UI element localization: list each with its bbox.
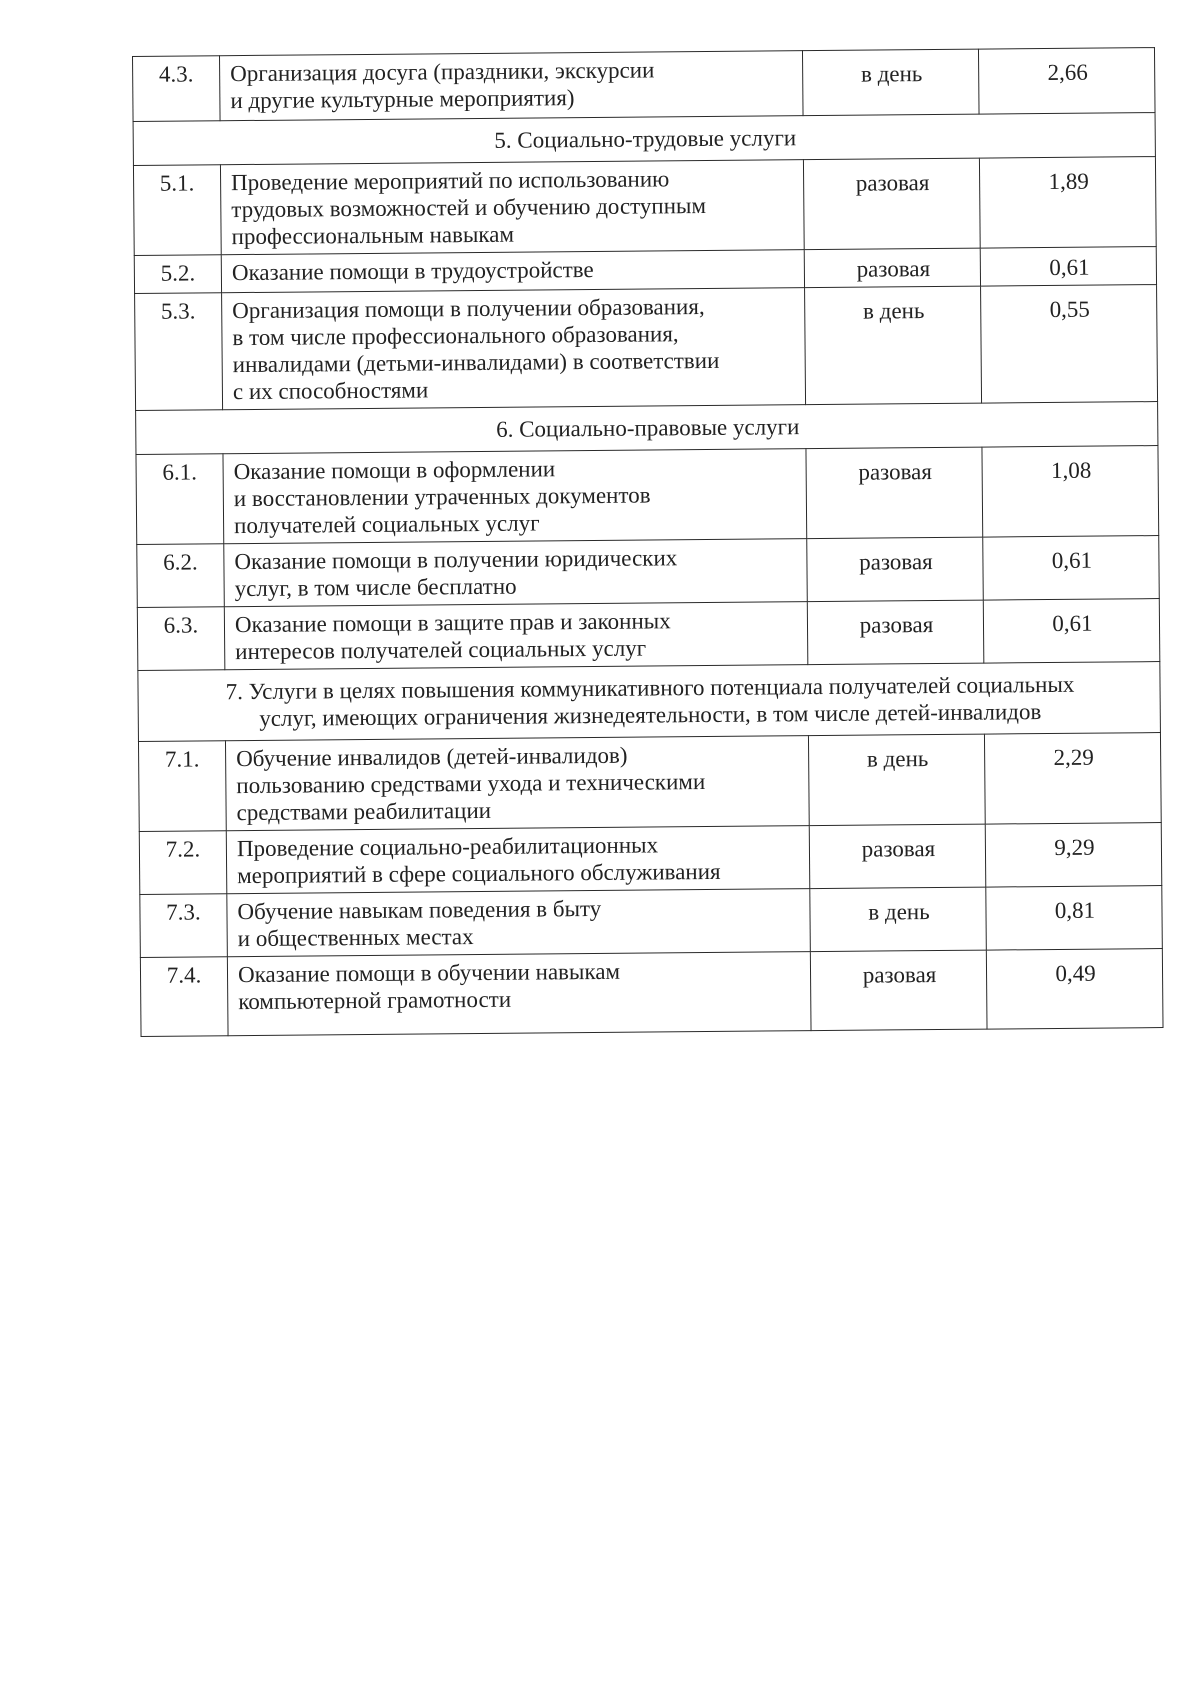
table-row <box>138 733 1161 832</box>
service-unit: разовая <box>809 824 986 889</box>
table-row <box>135 285 1158 411</box>
row-number: 7.4. <box>140 957 228 1037</box>
section-title: 6. Социально-правовые услуги <box>136 402 1158 455</box>
service-description: Оказание помощи в защите прав и законных интересов получателей социальных услуг <box>224 602 808 670</box>
table-row <box>140 886 1163 958</box>
services-table-body <box>133 48 1164 1037</box>
row-number: 5.1. <box>133 165 221 256</box>
service-description: Оказание помощи в обучении навыкам компьютерной грамотности <box>227 952 811 1036</box>
service-unit: разовая <box>804 248 980 288</box>
service-unit: разовая <box>803 158 980 250</box>
row-number: 6.2. <box>137 544 225 608</box>
service-description: Проведение социально-реабилитационных мероприятий в сфере социального обслуживания <box>226 826 810 894</box>
service-unit: в день <box>808 734 985 826</box>
service-unit: в день <box>805 286 982 405</box>
table-row <box>139 823 1162 895</box>
section-title: 5. Социально-трудовые услуги <box>133 113 1155 166</box>
service-value: 0,61 <box>983 536 1160 601</box>
row-number: 7.3. <box>140 894 228 958</box>
row-number: 4.3. <box>133 56 221 122</box>
row-number: 6.1. <box>136 454 224 545</box>
service-description: Обучение навыкам поведения в быту и общественных местах <box>227 889 811 957</box>
service-description: Оказание помощи в получении юридических услуг, в том числе бесплатно <box>224 539 808 607</box>
row-number: 6.3. <box>137 607 225 671</box>
service-description: Обучение инвалидов (детей-инвалидов) пользованию средствами ухода и техническими средствами реабилитации <box>225 736 809 831</box>
service-value: 0,61 <box>983 599 1160 664</box>
service-value: 2,29 <box>984 733 1161 825</box>
row-number: 7.1. <box>138 741 226 832</box>
services-table <box>132 47 1164 1037</box>
service-description: Оказание помощи в оформлении и восстановлении утраченных документов получателей социальных услуг <box>223 449 807 544</box>
service-unit: разовая <box>807 600 984 665</box>
table-row <box>140 949 1163 1037</box>
service-unit: разовая <box>806 447 983 539</box>
section-title: 7. Услуги в целях повышения коммуникативного потенциала получателей социальных услуг, имеющих ограничения жизнедеятельности, в том числе детей-инвалидов <box>138 662 1161 742</box>
service-value: 9,29 <box>985 823 1162 888</box>
service-unit: в день <box>802 49 979 116</box>
service-value: 2,66 <box>978 48 1155 115</box>
row-number: 5.3. <box>135 293 223 411</box>
service-value: 1,08 <box>982 446 1159 538</box>
service-description: Организация помощи в получении образования, в том числе профессионального образования, инвалидами (детьми-инвалидами) в соответствии с их способностями <box>222 288 806 410</box>
row-number: 7.2. <box>139 831 227 895</box>
service-value: 1,89 <box>979 157 1156 249</box>
service-unit: в день <box>810 887 987 952</box>
service-unit: разовая <box>810 950 987 1031</box>
service-value: 0,61 <box>980 247 1156 287</box>
table-row <box>133 157 1156 256</box>
service-value: 0,49 <box>986 949 1163 1030</box>
row-number: 5.2. <box>134 255 221 294</box>
service-description: Проведение мероприятий по использованию трудовых возможностей и обучению доступным профессиональным навыкам <box>220 160 804 255</box>
table-row <box>137 536 1160 608</box>
table-row <box>133 48 1156 122</box>
table-row <box>136 446 1159 545</box>
service-value: 0,55 <box>981 285 1158 404</box>
section-row <box>138 662 1161 742</box>
service-value: 0,81 <box>986 886 1163 951</box>
table-row <box>137 599 1160 671</box>
service-description: Оказание помощи в трудоустройстве <box>221 250 804 293</box>
service-unit: разовая <box>807 537 984 602</box>
service-description: Организация досуга (праздники, экскурсии и другие культурные мероприятия) <box>220 51 804 121</box>
